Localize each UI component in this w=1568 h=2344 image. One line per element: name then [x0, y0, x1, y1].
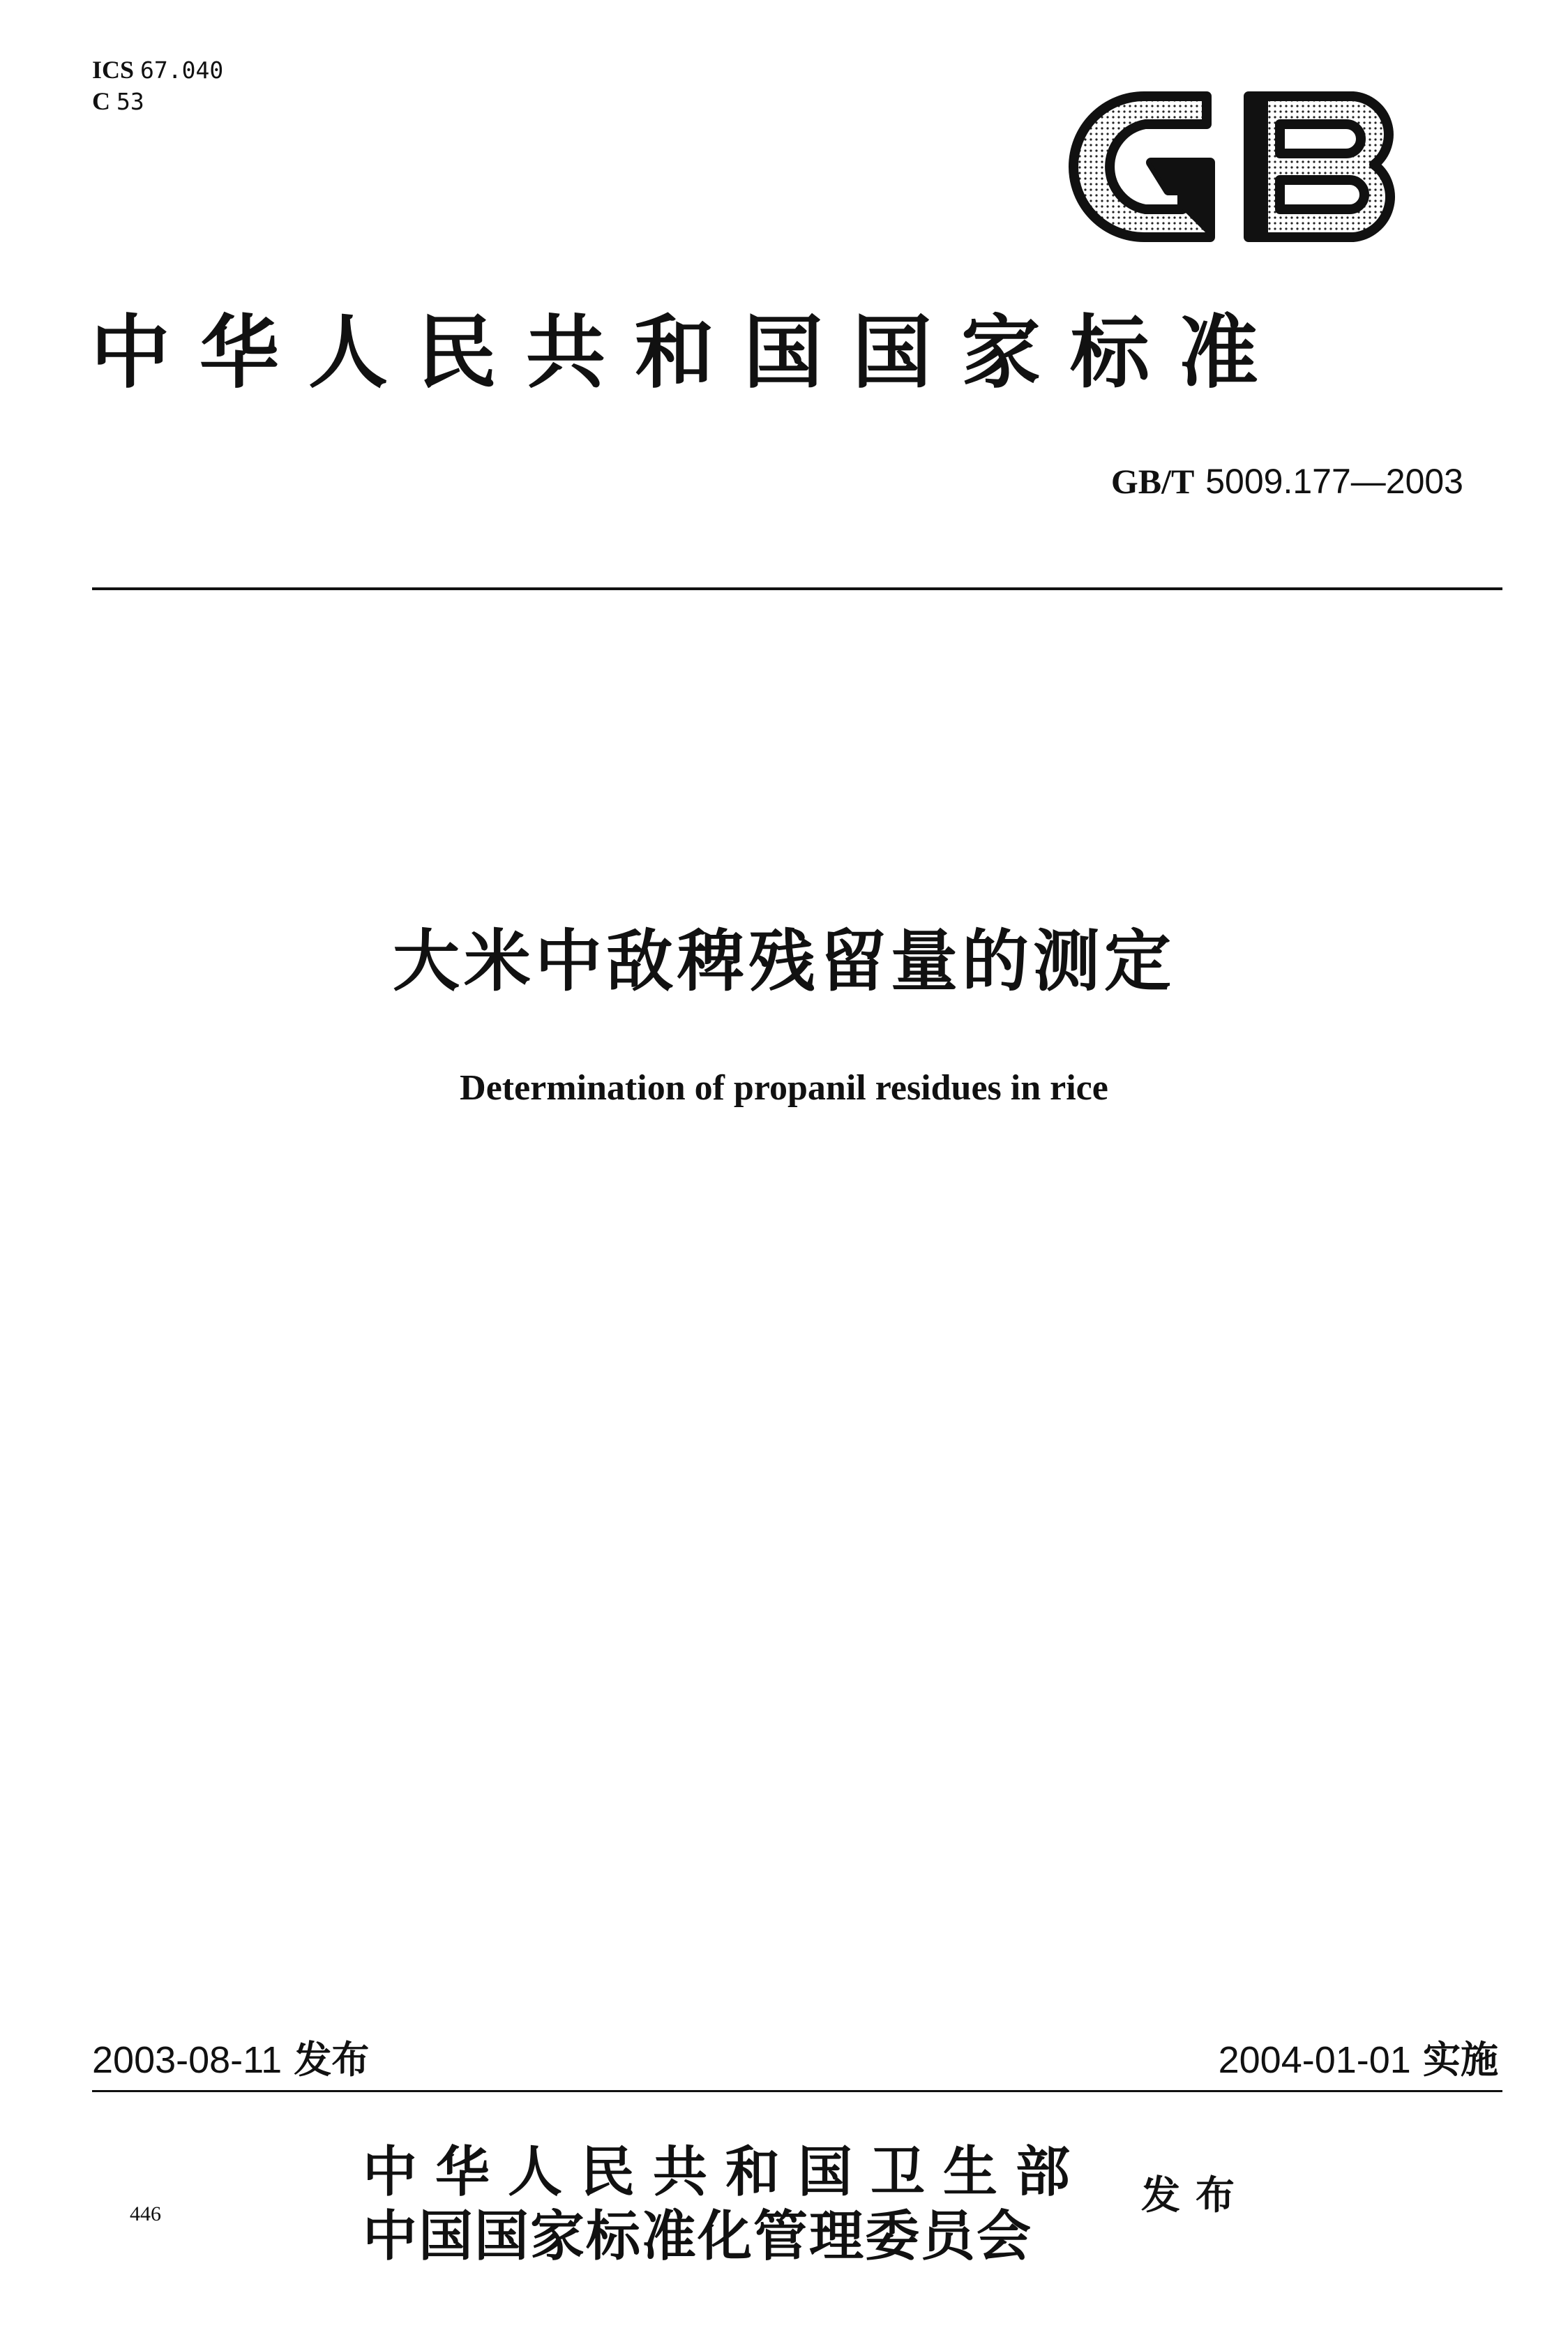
publisher-block: [363, 2140, 1088, 2269]
document-title-english: Determination of propanil residues in rice: [460, 1068, 1108, 1108]
gb-logo: [1060, 75, 1423, 258]
ics-value: 67.040: [140, 57, 224, 84]
ics-label: ICS: [92, 56, 135, 84]
issue-date-label: 发布: [294, 2038, 370, 2082]
page-number: 446: [130, 2202, 161, 2225]
ccs-value: 53: [116, 88, 144, 115]
publisher-line-1: 中华人民共和国卫生部: [363, 2140, 1089, 2204]
standard-number: [1111, 460, 1463, 502]
implementation-date-value: 2004-01-01: [1218, 2039, 1411, 2081]
document-title-chinese: 大米中敌稗残留量的测定: [393, 922, 1175, 1000]
implementation-date-label: 实施: [1423, 2038, 1498, 2082]
national-standard-heading: 中华人民共和国国家标准: [91, 306, 1288, 399]
ics-code: [92, 54, 223, 86]
standard-code: 5009.177—2003: [1205, 462, 1463, 501]
footer-divider: [92, 2090, 1502, 2092]
publish-action: 发布: [1141, 2172, 1250, 2218]
issue-date: [92, 2037, 369, 2083]
issue-date-value: 2003-08-11: [92, 2039, 282, 2081]
publisher-line-2: 中国国家标准化管理委员会: [363, 2204, 1033, 2268]
ccs-code: [92, 86, 223, 117]
implementation-date: [1219, 2037, 1498, 2083]
ccs-label: C: [92, 87, 110, 115]
standard-prefix: GB/T: [1110, 462, 1195, 501]
classification-codes: [92, 54, 223, 117]
header-divider: [92, 587, 1502, 590]
